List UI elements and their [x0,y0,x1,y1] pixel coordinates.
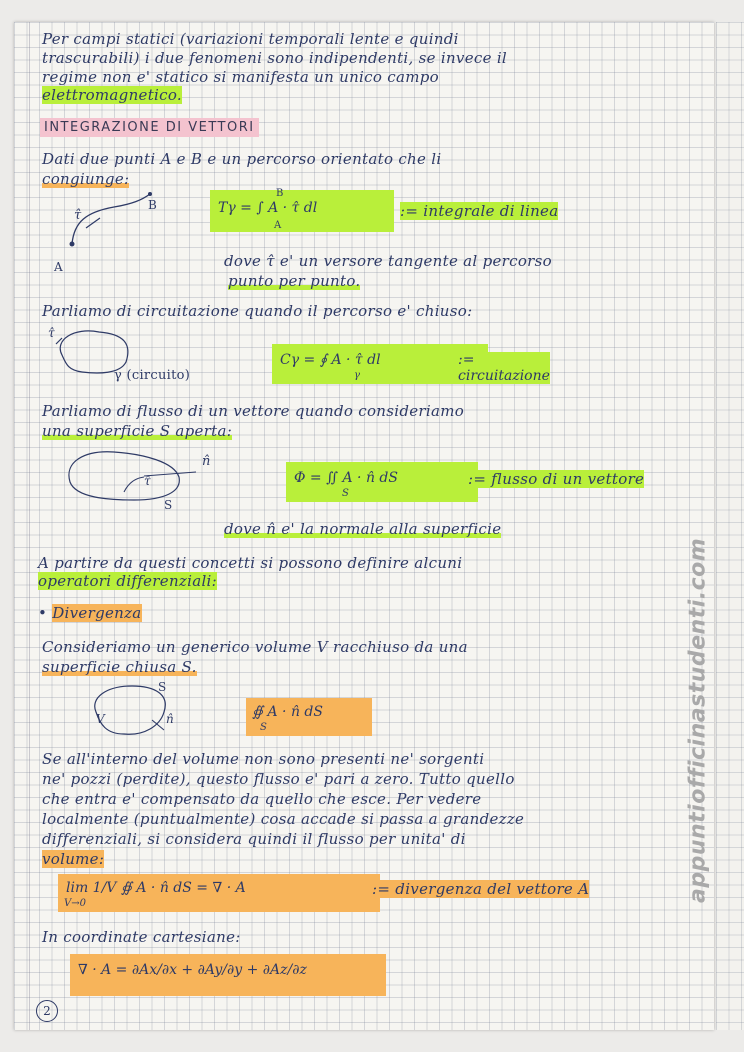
flux-text-1: Parliamo di flusso di un vettore quando consideriamo [42,402,465,420]
flux-dove: dove n̂ e' la normale alla superficie [224,520,502,538]
cartesian-label: In coordinate cartesiane: [42,928,241,946]
label-n-div: n̂ [166,712,175,726]
label-tau-flux: τ̂ [144,474,151,488]
notebook-page [14,22,714,1030]
label-tau-circ: τ̂ [48,326,55,340]
line-integral-dove-2: punto per punto. [228,272,361,290]
circulation-formula-box [272,344,550,384]
flux-formula: Φ = ∬ A · n̂ dS [294,470,398,486]
divergence-limit-def: := divergenza del vettore A [372,880,590,898]
flux-formula-box [286,462,478,502]
label-gamma-circuit: γ (circuito) [114,368,191,383]
watermark: appuntiofficinastudenti.com [685,537,711,903]
divergence-limit-formula: lim 1/V ∯ A · n̂ dS = ∇ · A [66,880,246,896]
divergence-para-2: ne' pozzi (perdite), questo flusso e' pari a zero. Tutto quello [42,770,515,788]
divergence-flux-formula: ∯ A · n̂ dS [252,704,323,720]
flux-sub: S [342,488,349,499]
cartesian-formula: ∇ · A = ∂Ax/∂x + ∂Ay/∂y + ∂Az/∂z [78,962,307,978]
divergence-flux-box [246,698,372,736]
divergence-para-3: che entra e' compensato da quello che esce. Per vedere [42,790,482,808]
label-tau-line: τ̂ [74,208,82,223]
line-integral-upper: B [276,188,284,199]
divergence-para-4: localmente (puntualmente) cosa accade si passa a grandezze [42,810,525,828]
operators-text-1: A partire da questi concetti si possono definire alcuni [38,554,463,572]
cartesian-formula-box [70,954,386,996]
divergence-limit-box [58,874,380,912]
circulation-def: := circuitazione [458,352,550,384]
intro-line-3: regime non e' statico si manifesta un unico campo [42,68,439,86]
divergence-limit-sub: V→0 [64,898,86,909]
line-integral-def: := integrale di linea [400,202,559,220]
line-integral-lower: A [274,220,282,231]
operators-text-2: operatori differenziali: [38,572,217,590]
intro-line-4: elettromagnetico. [42,86,182,104]
divergence-text-1: Consideriamo un generico volume V racchiuso da una [42,638,468,656]
intro-line-1: Per campi statici (variazioni temporali lente e quindi [42,30,459,48]
line-integral-dove-1: dove τ̂ e' un versore tangente al percorso [224,252,552,270]
section-title: INTEGRAZIONE DI VETTORI [40,118,259,137]
circulation-text: Parliamo di circuitazione quando il percorso e' chiuso: [42,302,473,320]
intro-line-2: trascurabili) i due fenomeni sono indipendenti, se invece il [42,49,508,67]
label-point-b: B [148,198,158,212]
label-n-flux: n̂ [202,454,211,469]
circulation-sub: γ [354,370,360,381]
line-integral-text-1: Dati due punti A e B e un percorso orientato che li [42,150,442,168]
divergence-para-5: differenziali, si considera quindi il flusso per unita' di [42,830,466,848]
flux-text-2: una superficie S aperta: [42,422,233,440]
label-point-a: A [54,260,63,274]
divergence-flux-sub: S [260,722,267,733]
flux-def: := flusso di un vettore [468,470,645,488]
page-number: 2 [36,1000,58,1022]
divergence-text-2: superficie chiusa S. [42,658,197,676]
line-integral-formula-box [210,190,394,232]
label-v-div: V [96,712,105,726]
divergence-para-6: volume: [42,850,105,868]
line-integral-text-2: congiunge: [42,170,130,188]
divergence-para-1: Se all'interno del volume non sono presenti ne' sorgenti [42,750,485,768]
line-integral-formula: Tγ = ∫ A · τ̂ dl [218,200,318,216]
circulation-formula: Cγ = ∮ A · τ̂ dl [280,352,381,368]
label-s-flux: S [164,498,173,512]
divergence-bullet: • Divergenza [38,604,142,622]
label-s-div: S [158,680,167,694]
